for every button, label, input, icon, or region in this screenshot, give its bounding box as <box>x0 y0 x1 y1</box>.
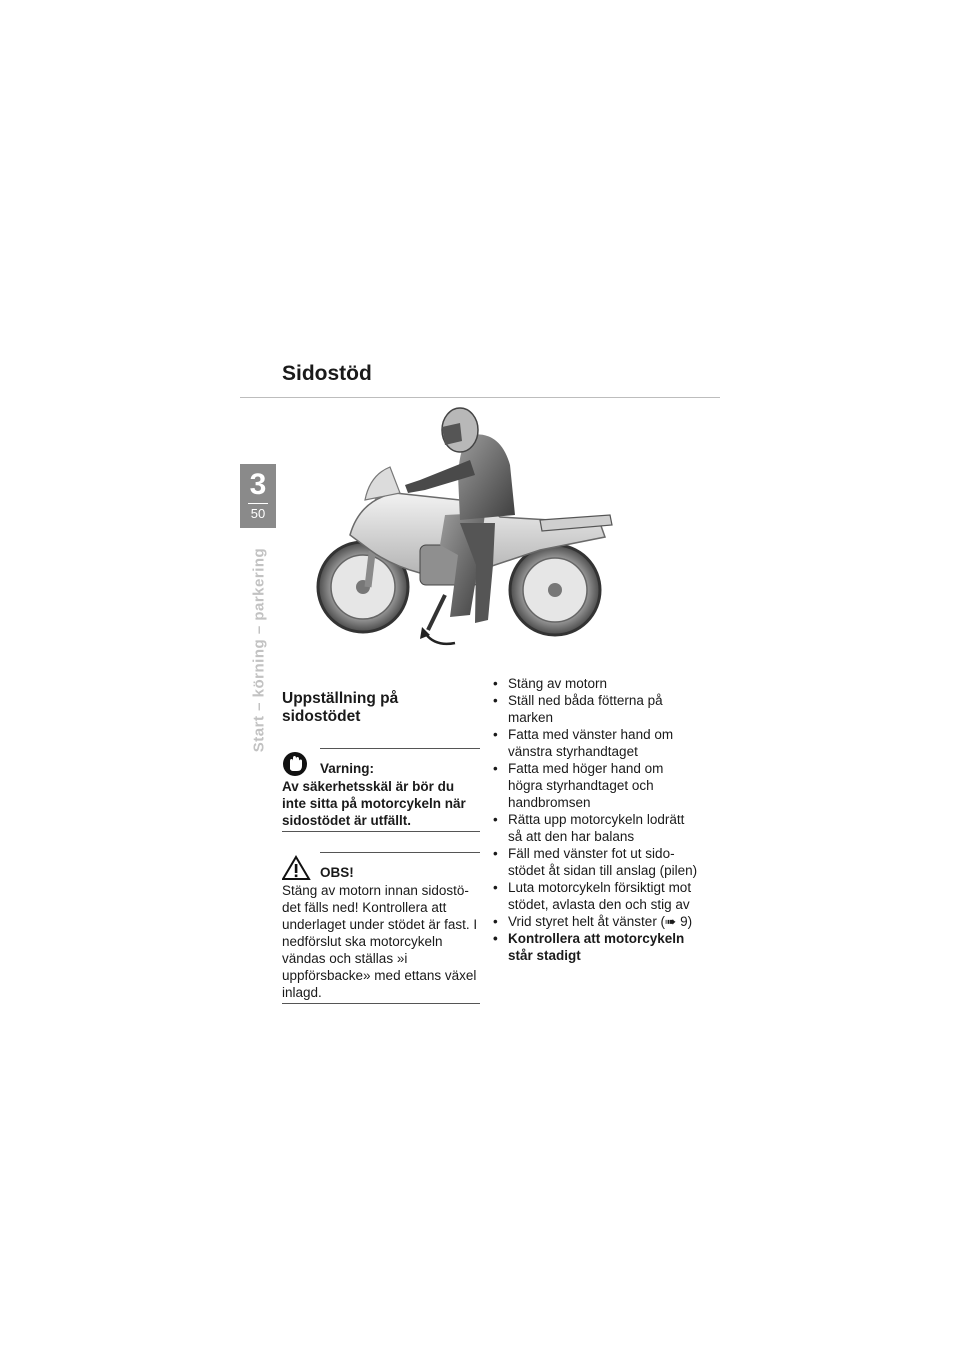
section-heading: Uppställning på sidostödet <box>282 690 399 725</box>
rear-wheel <box>510 545 600 635</box>
list-item: • Luta motorcykeln försiktigt mot stödet, avlasta den och stig av <box>491 879 701 913</box>
chapter-marker <box>240 464 276 528</box>
list-item: • Rätta upp motorcykeln lodrätt så att den har balans <box>491 811 701 845</box>
stop-hand-icon <box>282 751 316 777</box>
obs-label: OBS! <box>320 865 354 880</box>
motorcycle-rider-sidestand-illustration <box>310 405 630 655</box>
list-item: • Vrid styret helt åt vänster (➠ 9) <box>491 913 701 930</box>
chapter-number: 3 <box>249 468 267 501</box>
obs-text: Stäng av motorn innan sidostö-det fälls ned! Kontrollera att underlaget under stödet är fast. I nedförslut ska motorcykeln vändas och ställas »i uppförsbacke» med ettans växel inlagd. <box>282 883 478 1000</box>
warning-note <box>282 748 480 832</box>
list-item: • Kontrollera att motorcykeln står stadigt <box>491 930 701 964</box>
list-item: • Fatta med höger hand om högra styrhandtaget och handbromsen <box>491 760 701 811</box>
obs-bottom-rule <box>282 1003 480 1004</box>
list-item: • Ställ ned båda fötterna på marken <box>491 692 701 726</box>
warning-text: Av säkerhetsskäl är bör du inte sitta på motorcykeln när sidostödet är utfällt. <box>282 779 466 828</box>
procedure-steps-list <box>491 675 701 964</box>
chapter-divider <box>248 503 268 504</box>
warning-bottom-rule <box>282 831 480 832</box>
list-item: • Stäng av motorn <box>491 675 701 692</box>
obs-note <box>282 852 480 1004</box>
list-item: • Fatta med vänster hand om vänstra styrhandtaget <box>491 726 701 760</box>
page-number: 50 <box>250 506 266 521</box>
obs-top-rule <box>320 852 480 853</box>
exclamation-triangle-icon <box>282 855 316 881</box>
page-title: Sidostöd <box>282 362 372 385</box>
chapter-side-label: Start – körning – parkering <box>250 547 268 753</box>
title-divider <box>240 397 720 398</box>
warning-top-rule <box>320 748 480 749</box>
warning-label: Varning: <box>320 761 375 776</box>
list-item: • Fäll med vänster fot ut sido-stödet åt sidan till anslag (pilen) <box>491 845 701 879</box>
